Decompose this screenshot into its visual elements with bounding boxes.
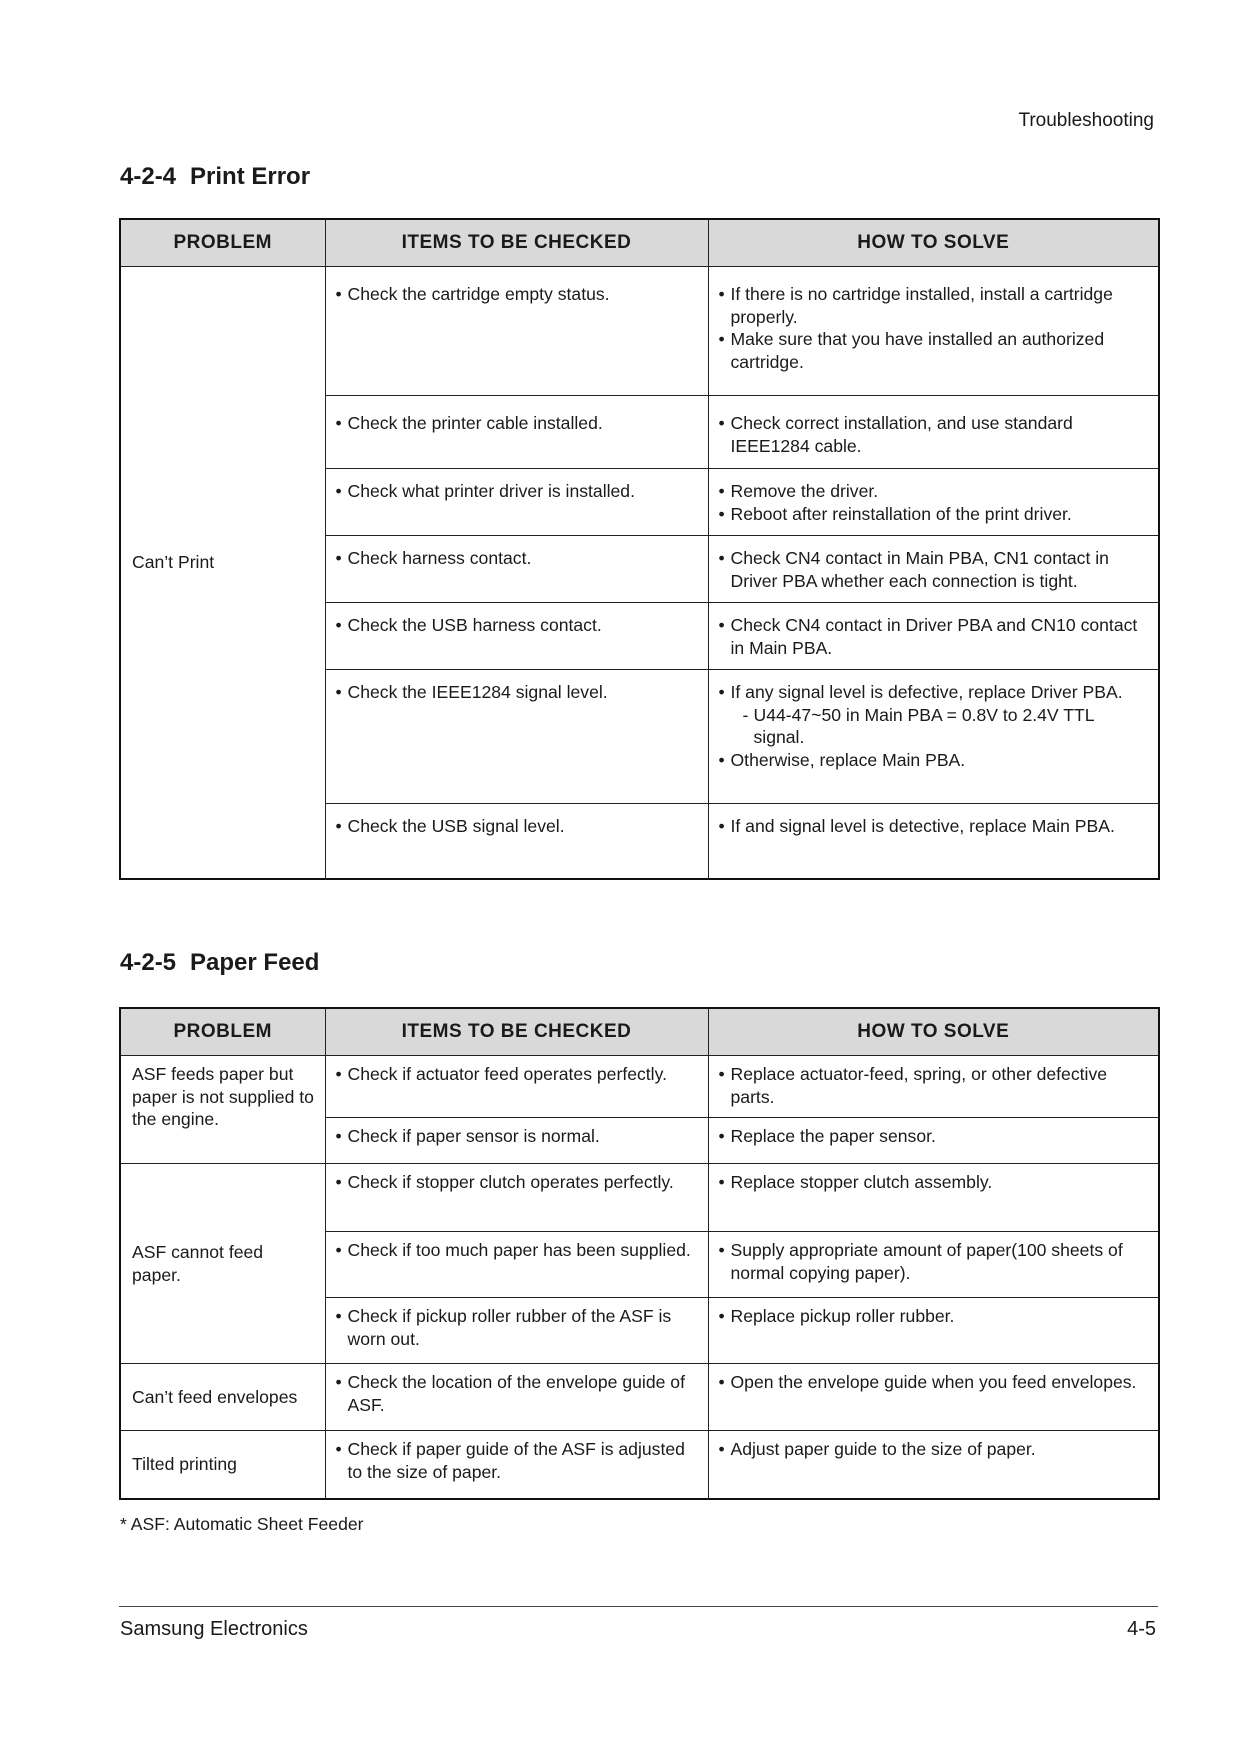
solve-cell bbox=[708, 1431, 1159, 1499]
sub-list-item: - U44-47~50 in Main PBA = 0.8V to 2.4V TTL signal. bbox=[743, 704, 1149, 749]
table-row bbox=[120, 1056, 1159, 1118]
list-item: • Make sure that you have installed an authorized cartridge. bbox=[719, 328, 1149, 373]
table-row bbox=[120, 1164, 1159, 1232]
list-item: • Check if too much paper has been supplied. bbox=[336, 1239, 698, 1262]
solve-cell bbox=[708, 1232, 1159, 1298]
list-item: • Reboot after reinstallation of the print driver. bbox=[719, 503, 1149, 526]
list-item bbox=[719, 681, 1149, 749]
section-number: 4-2-5 bbox=[120, 949, 177, 976]
table-row bbox=[120, 267, 1159, 396]
solve-cell bbox=[708, 1298, 1159, 1364]
list-item: • Check correct installation, and use standard IEEE1284 cable. bbox=[719, 412, 1149, 457]
check-cell bbox=[325, 1364, 708, 1431]
problem-cell: Tilted printing bbox=[120, 1431, 325, 1499]
list-item: • Check what printer driver is installed. bbox=[336, 480, 698, 503]
footer-company: Samsung Electronics bbox=[120, 1618, 308, 1640]
running-header: Troubleshooting bbox=[1018, 110, 1154, 131]
check-cell bbox=[325, 1298, 708, 1364]
list-item: • Check if stopper clutch operates perfectly. bbox=[336, 1171, 698, 1194]
solve-cell bbox=[708, 804, 1159, 879]
column-header-problem: PROBLEM bbox=[120, 219, 325, 267]
list-item: • Check if paper guide of the ASF is adjusted to the size of paper. bbox=[336, 1438, 698, 1483]
list-item: • Otherwise, replace Main PBA. bbox=[719, 749, 1149, 772]
column-header-items: ITEMS TO BE CHECKED bbox=[325, 219, 708, 267]
problem-cell: ASF feeds paper but paper is not supplied to the engine. bbox=[120, 1056, 325, 1164]
column-header-solve: HOW TO SOLVE bbox=[708, 219, 1159, 267]
check-cell bbox=[325, 536, 708, 603]
list-item: • Check CN4 contact in Main PBA, CN1 contact in Driver PBA whether each connection is tight. bbox=[719, 547, 1149, 592]
section-name: Print Error bbox=[190, 163, 311, 190]
check-cell bbox=[325, 1431, 708, 1499]
problem-cell: ASF cannot feed paper. bbox=[120, 1164, 325, 1364]
list-item: • Check the printer cable installed. bbox=[336, 412, 698, 435]
check-cell bbox=[325, 267, 708, 396]
check-cell bbox=[325, 469, 708, 536]
list-item: • Check the location of the envelope guide of ASF. bbox=[336, 1371, 698, 1416]
check-cell bbox=[325, 396, 708, 469]
check-cell bbox=[325, 670, 708, 804]
footer-divider bbox=[119, 1606, 1158, 1607]
list-item: • Check if paper sensor is normal. bbox=[336, 1125, 698, 1148]
list-item: • Check if pickup roller rubber of the ASF is worn out. bbox=[336, 1305, 698, 1350]
list-item: • Check the USB harness contact. bbox=[336, 614, 698, 637]
solve-cell bbox=[708, 396, 1159, 469]
list-item: • Check the USB signal level. bbox=[336, 815, 698, 838]
table-row bbox=[120, 1364, 1159, 1431]
footer-page-number: 4-5 bbox=[1127, 1618, 1156, 1640]
list-item: • Replace actuator-feed, spring, or other defective parts. bbox=[719, 1063, 1149, 1108]
list-item: • Supply appropriate amount of paper(100 sheets of normal copying paper). bbox=[719, 1239, 1149, 1284]
section-name: Paper Feed bbox=[190, 949, 320, 976]
list-item: • Replace the paper sensor. bbox=[719, 1125, 1149, 1148]
check-cell bbox=[325, 804, 708, 879]
list-item: • If and signal level is detective, replace Main PBA. bbox=[719, 815, 1149, 838]
check-cell bbox=[325, 1232, 708, 1298]
section-title-print-error bbox=[120, 163, 310, 191]
check-cell bbox=[325, 1056, 708, 1118]
solve-cell bbox=[708, 1056, 1159, 1118]
solve-cell bbox=[708, 469, 1159, 536]
list-item: • Check the IEEE1284 signal level. bbox=[336, 681, 698, 704]
list-item: • Open the envelope guide when you feed envelopes. bbox=[719, 1371, 1149, 1394]
problem-cell: Can’t Print bbox=[120, 267, 325, 879]
list-item: • Replace pickup roller rubber. bbox=[719, 1305, 1149, 1328]
solve-cell bbox=[708, 670, 1159, 804]
column-header-problem: PROBLEM bbox=[120, 1008, 325, 1056]
table-header-row bbox=[120, 219, 1159, 267]
list-item: • Check if actuator feed operates perfectly. bbox=[336, 1063, 698, 1086]
solve-cell bbox=[708, 1118, 1159, 1164]
check-cell bbox=[325, 603, 708, 670]
list-item-text: If any signal level is defective, replace Driver PBA. bbox=[730, 682, 1123, 702]
column-header-items: ITEMS TO BE CHECKED bbox=[325, 1008, 708, 1056]
table-header-row bbox=[120, 1008, 1159, 1056]
list-item: • Check CN4 contact in Driver PBA and CN10 contact in Main PBA. bbox=[719, 614, 1149, 659]
section-number: 4-2-4 bbox=[120, 163, 177, 190]
solve-cell bbox=[708, 1364, 1159, 1431]
list-item: • Adjust paper guide to the size of paper. bbox=[719, 1438, 1149, 1461]
list-item: • Check harness contact. bbox=[336, 547, 698, 570]
list-item: • Check the cartridge empty status. bbox=[336, 283, 698, 306]
section-title-paper-feed bbox=[120, 949, 319, 977]
check-cell bbox=[325, 1164, 708, 1232]
paper-feed-table bbox=[119, 1007, 1160, 1500]
problem-cell: Can’t feed envelopes bbox=[120, 1364, 325, 1431]
solve-cell bbox=[708, 603, 1159, 670]
check-cell bbox=[325, 1118, 708, 1164]
solve-cell bbox=[708, 267, 1159, 396]
solve-cell bbox=[708, 536, 1159, 603]
solve-cell bbox=[708, 1164, 1159, 1232]
print-error-table bbox=[119, 218, 1160, 880]
table-row bbox=[120, 1431, 1159, 1499]
list-item: • Remove the driver. bbox=[719, 480, 1149, 503]
list-item: • If there is no cartridge installed, install a cartridge properly. bbox=[719, 283, 1149, 328]
column-header-solve: HOW TO SOLVE bbox=[708, 1008, 1159, 1056]
list-item: • Replace stopper clutch assembly. bbox=[719, 1171, 1149, 1194]
footnote: * ASF: Automatic Sheet Feeder bbox=[120, 1514, 364, 1534]
